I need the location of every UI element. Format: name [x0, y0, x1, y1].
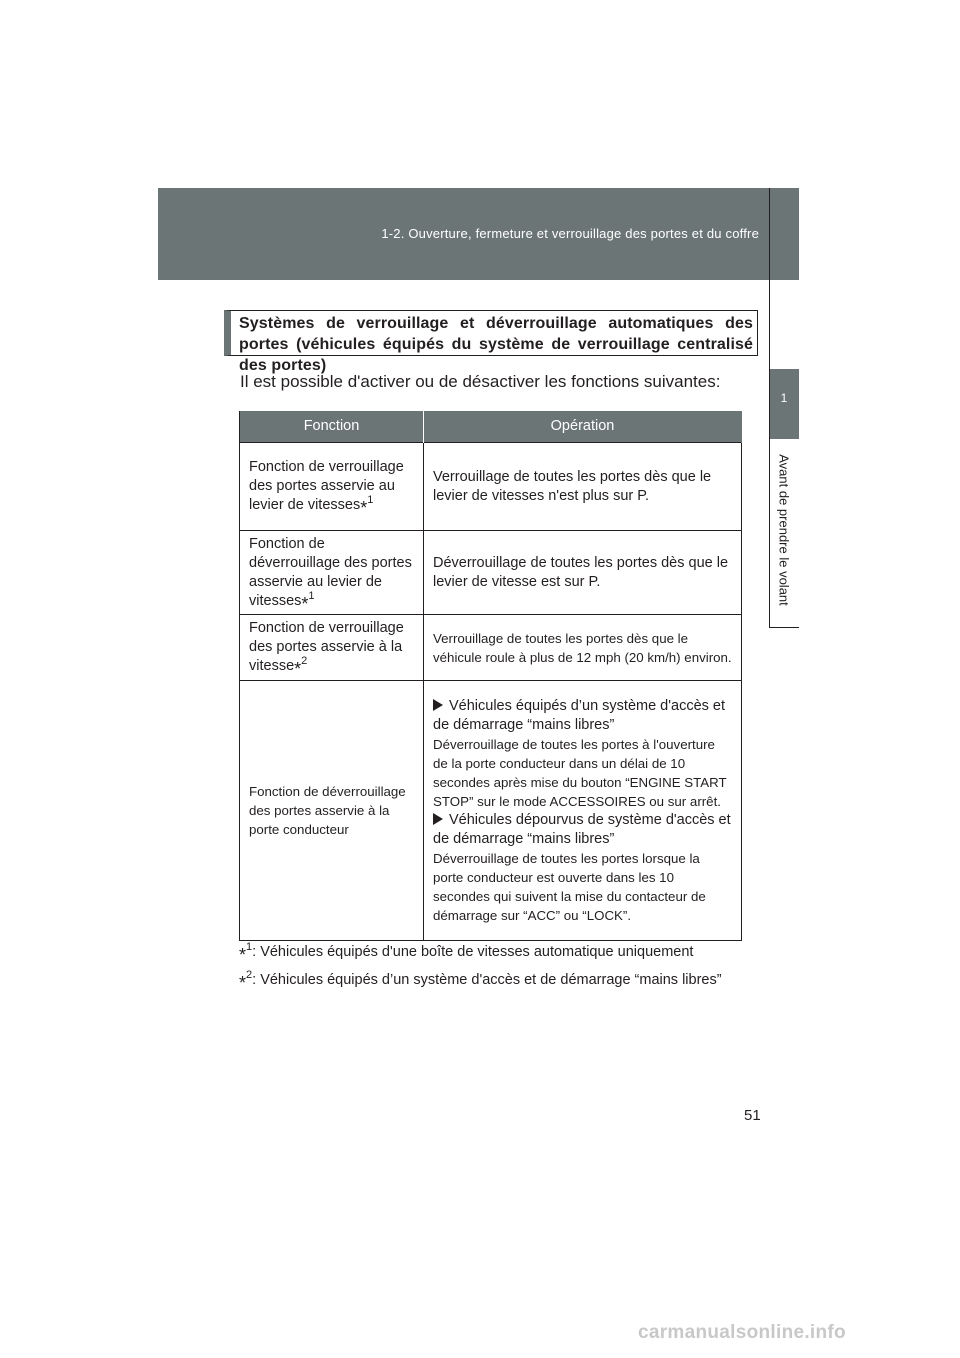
function-text: Fonction de verrouillage des portes asservie à la vitesse — [249, 620, 404, 674]
footnote-star: * — [239, 973, 247, 993]
footnote-ref: 1 — [367, 494, 374, 507]
footnote-star: * — [301, 593, 309, 614]
operation-item-text: Déverrouillage de toutes les portes à l'ouverture de la porte conducteur dans un délai de 10 secondes après mise du bouton “ENGINE START STOP” sur le mode ACCESSOIRES ou sur arrêt. — [433, 736, 727, 809]
bullet-arrow-icon — [433, 813, 443, 825]
table-header-row — [240, 411, 742, 443]
footnote-star: * — [294, 659, 302, 679]
bullet-arrow-icon — [433, 699, 443, 711]
function-cell — [240, 531, 424, 615]
footnote-ref: 1 — [308, 589, 315, 602]
footnote-text: : Véhicules équipés d’un système d'accès et de démarrage “mains libres” — [252, 972, 722, 988]
function-table — [239, 411, 742, 941]
operation-item-heading: Véhicules équipés d’un système d'accès et de démarrage “mains libres” — [433, 697, 726, 733]
footnote-star: * — [239, 945, 247, 965]
table-row — [240, 615, 742, 681]
section-heading-box — [224, 310, 758, 374]
footnote-number: 1 — [246, 941, 253, 954]
operation-item — [433, 811, 733, 849]
side-tab-number: 1 — [780, 391, 788, 405]
footnote-ref: 2 — [301, 655, 308, 668]
footnote — [239, 941, 694, 965]
function-text: Fonction de déverrouillage des portes asservie au levier de vitesses — [249, 535, 412, 609]
operation-cell — [424, 681, 742, 941]
operation-cell: Déverrouillage de toutes les portes dès que le levier de vitesse est sur P. — [424, 531, 742, 615]
side-chapter-label: Avant de prendre le volant — [776, 454, 792, 606]
function-cell — [240, 443, 424, 531]
section-title: Systèmes de verrouillage et déverrouillage automatiques des portes (véhicules équipés du système de verrouillage centralisé des portes) — [239, 315, 753, 374]
side-chapter-tab — [769, 369, 799, 439]
operation-item-text: Déverrouillage de toutes les portes lorsque la porte conducteur est ouverte dans les 10 secondes qui suivent la mise du contacteur de démarrage sur “ACC” ou “LOCK”. — [433, 850, 706, 923]
table-row — [240, 531, 742, 615]
intro-text: Il est possible d'activer ou de désactiver les fonctions suivantes: — [240, 372, 721, 391]
chapter-title: 1-2. Ouverture, fermeture et verrouillage des portes et du coffre — [381, 226, 759, 241]
table-row — [240, 681, 742, 941]
function-cell — [240, 615, 424, 681]
operation-item-heading: Véhicules dépourvus de système d'accès et de démarrage “mains libres” — [433, 811, 731, 847]
footnote-text: : Véhicules équipés d'une boîte de vitesses automatique uniquement — [252, 944, 694, 960]
footnote-star: * — [360, 498, 368, 518]
chapter-header-band — [158, 188, 799, 280]
column-header-function: Fonction — [240, 411, 424, 443]
page-number: 51 — [744, 1107, 761, 1124]
function-cell: Fonction de déverrouillage des portes asservie à la porte conducteur — [240, 681, 424, 941]
watermark: carmanualsonline.info — [638, 1322, 846, 1343]
table-row — [240, 443, 742, 531]
operation-cell: Verrouillage de toutes les portes dès que le levier de vitesses n'est plus sur P. — [424, 443, 742, 531]
function-text: Fonction de verrouillage des portes asservie au levier de vitesses — [249, 459, 404, 513]
footnote-number: 2 — [246, 969, 253, 982]
operation-item — [433, 697, 733, 735]
column-header-operation: Opération — [424, 411, 742, 443]
operation-cell: Verrouillage de toutes les portes dès que le véhicule roule à plus de 12 mph (20 km/h) environ. — [424, 615, 742, 681]
footnote — [239, 969, 722, 993]
